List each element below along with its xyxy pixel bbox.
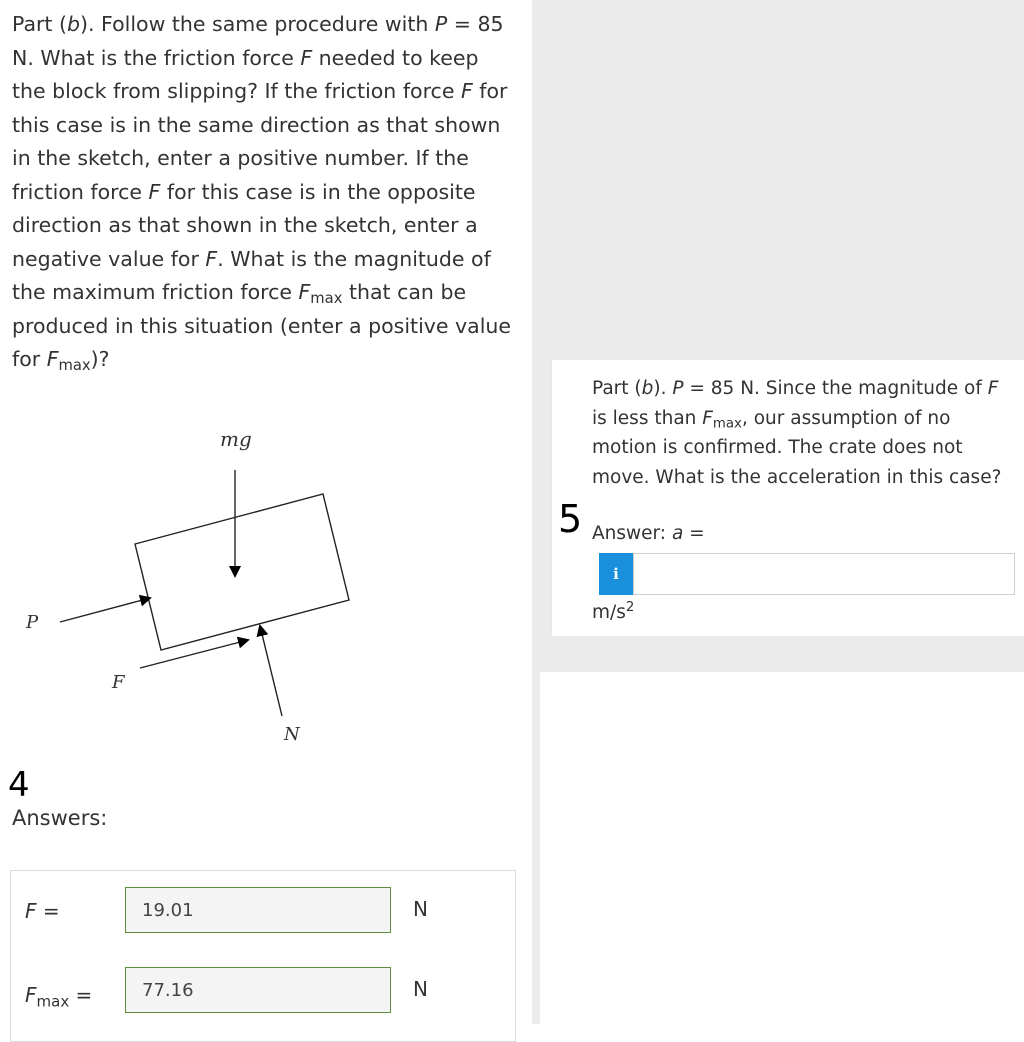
answer-row-f	[11, 887, 515, 937]
answers-box	[10, 870, 516, 1042]
step-number-5: 5	[558, 497, 583, 541]
n-label: N	[284, 724, 300, 745]
p-label: P	[26, 612, 39, 633]
info-icon[interactable]: i	[599, 553, 633, 595]
part-label: b	[66, 12, 80, 36]
f-unit: N	[413, 897, 428, 921]
free-body-diagram	[0, 400, 532, 760]
mg-label: mg	[220, 427, 252, 451]
f-label: F	[112, 672, 125, 693]
f-answer-label: F =	[25, 899, 60, 923]
normal-force-arrow	[260, 626, 282, 716]
followup-panel	[551, 360, 1024, 636]
push-force-arrow	[60, 598, 150, 622]
friction-force-arrow	[140, 640, 248, 668]
question-text: Part (b). Follow the same procedure with P = 85 N. What is the friction force F needed to keep the block from slipping? If the friction force F for this case is in the same direction as that shown in the sketch, enter a positive number. If the friction force F for this case is in the opposite direction as that shown in the sketch, enter a negative value for F. What is the magnitude of the maximum friction force $F_{max}$ that can be produced in this situation (enter a positive value for $F_{max}$)?	[12, 12, 512, 375]
step-number-4: 4	[8, 765, 30, 805]
acceleration-answer-label: Answer: a =	[592, 523, 705, 544]
answers-heading: Answers:	[12, 806, 108, 830]
fmax-answer-label: $F_{max}$ =	[25, 983, 93, 1011]
empty-panel	[540, 672, 1024, 1024]
acceleration-input[interactable]	[633, 553, 1015, 595]
fmax-answer-field[interactable]: 77.16	[125, 967, 391, 1013]
followup-text: Part (b). P = 85 N. Since the magnitude of F is less than $F_{max}$, our assumption of no motion is confirmed. The crate does not move. What is the acceleration in this case?	[592, 378, 1002, 488]
answer-row-fmax	[11, 967, 515, 1017]
block-crate	[135, 494, 349, 650]
f-answer-field[interactable]: 19.01	[125, 887, 391, 933]
acceleration-unit: $m/s^2$	[592, 600, 635, 624]
fmax-unit: N	[413, 977, 428, 1001]
